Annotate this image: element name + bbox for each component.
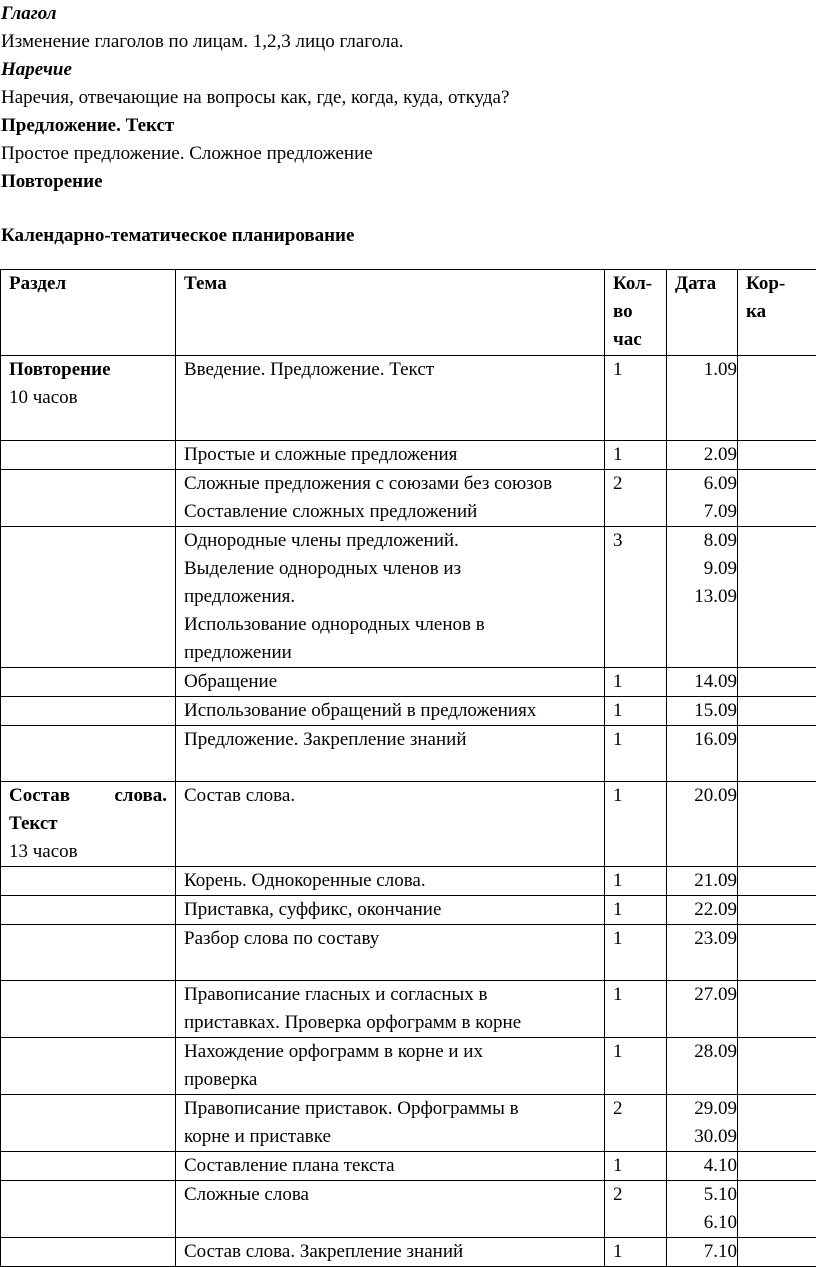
- topic-cell: [176, 981, 605, 1038]
- hours-cell: 1: [605, 668, 667, 697]
- section-cell-empty: [1, 925, 176, 981]
- topic-cell: [176, 726, 605, 782]
- date-cell: [667, 896, 738, 925]
- table-row: [1, 470, 816, 527]
- correction-cell: [738, 1095, 816, 1152]
- date-cell: [667, 527, 738, 668]
- topic-cell: [176, 782, 605, 867]
- topic-line: Приставка, суффикс, окончание: [184, 896, 604, 924]
- section-cell-empty: [1, 527, 176, 668]
- date-cell: [667, 356, 738, 441]
- heading-verb: Глагол: [0, 0, 816, 28]
- hours-cell: 1: [605, 981, 667, 1038]
- date-value: 4.10: [675, 1152, 737, 1180]
- topic-line: предложении: [184, 639, 604, 667]
- table-row: [1, 356, 816, 441]
- date-value: 7.10: [675, 1238, 737, 1266]
- hours-cell: 1: [605, 925, 667, 981]
- section-name: Повторение: [9, 356, 175, 384]
- date-cell: [667, 668, 738, 697]
- hours-cell: 1: [605, 356, 667, 441]
- date-value: 29.09: [675, 1095, 737, 1123]
- section-cell-empty: [1, 867, 176, 896]
- topic-cell: [176, 356, 605, 441]
- correction-cell: [738, 1152, 816, 1181]
- table-row: [1, 1095, 816, 1152]
- topic-cell: [176, 527, 605, 668]
- topic-cell: [176, 470, 605, 527]
- topic-cell: [176, 1095, 605, 1152]
- date-value: 6.10: [675, 1209, 737, 1237]
- document-intro: [0, 0, 816, 250]
- thematic-plan-table: [0, 269, 816, 1267]
- hours-cell: 2: [605, 470, 667, 527]
- date-cell: [667, 1095, 738, 1152]
- date-value: 8.09: [675, 527, 737, 555]
- topic-line: Сложные слова: [184, 1181, 604, 1209]
- correction-cell: [738, 356, 816, 441]
- section-cell-empty: [1, 1152, 176, 1181]
- section-hours: 10 часов: [9, 384, 175, 412]
- section-cell-empty: [1, 470, 176, 527]
- date-value: 16.09: [675, 726, 737, 754]
- topic-line: Составление плана текста: [184, 1152, 604, 1180]
- table-row: [1, 981, 816, 1038]
- table-row: [1, 1038, 816, 1095]
- topic-cell: [176, 697, 605, 726]
- table-row: [1, 697, 816, 726]
- topic-line: Однородные члены предложений.: [184, 527, 604, 555]
- date-value: 30.09: [675, 1123, 737, 1151]
- correction-cell: [738, 470, 816, 527]
- topic-cell: [176, 925, 605, 981]
- topic-line: предложения.: [184, 583, 604, 611]
- date-cell: [667, 981, 738, 1038]
- hours-cell: 1: [605, 867, 667, 896]
- date-value: 6.09: [675, 470, 737, 498]
- topic-line: Обращение: [184, 668, 604, 696]
- section-cell-empty: [1, 441, 176, 470]
- plan-title: Календарно-тематическое планирование: [0, 222, 816, 250]
- table-row: [1, 1181, 816, 1238]
- topic-line: Нахождение орфограмм в корне и их: [184, 1038, 604, 1066]
- topic-cell: [176, 896, 605, 925]
- table-row: [1, 441, 816, 470]
- correction-cell: [738, 1238, 816, 1267]
- table-header-row: [1, 270, 816, 356]
- section-name-line: Текст: [9, 810, 175, 838]
- date-cell: [667, 782, 738, 867]
- section-cell-empty: [1, 1181, 176, 1238]
- topic-line: Разбор слова по составу: [184, 925, 604, 953]
- topic-line: Правописание гласных и согласных в: [184, 981, 604, 1009]
- topic-line: проверка: [184, 1066, 604, 1094]
- date-value: 7.09: [675, 498, 737, 526]
- date-value: 23.09: [675, 925, 737, 953]
- table-row: [1, 925, 816, 981]
- date-cell: [667, 470, 738, 527]
- text-sentence-topics: Простое предложение. Сложное предложение: [0, 140, 816, 168]
- topic-cell: [176, 441, 605, 470]
- header-correction: Кор- ка: [738, 270, 816, 356]
- date-cell: [667, 1181, 738, 1238]
- date-cell: [667, 1152, 738, 1181]
- hours-cell: 2: [605, 1181, 667, 1238]
- topic-line: корне и приставке: [184, 1123, 604, 1151]
- table-row: [1, 782, 816, 867]
- table-row: [1, 527, 816, 668]
- date-value: 20.09: [675, 782, 737, 810]
- date-cell: [667, 867, 738, 896]
- date-value: 15.09: [675, 697, 737, 725]
- date-value: 13.09: [675, 583, 737, 611]
- table-row: [1, 1152, 816, 1181]
- topic-line: Состав слова.: [184, 782, 604, 810]
- date-cell: [667, 1238, 738, 1267]
- topic-cell: [176, 1238, 605, 1267]
- correction-cell: [738, 527, 816, 668]
- table-row: [1, 726, 816, 782]
- correction-cell: [738, 1038, 816, 1095]
- topic-cell: [176, 668, 605, 697]
- date-value: 22.09: [675, 896, 737, 924]
- hours-cell: 1: [605, 697, 667, 726]
- table-row: [1, 668, 816, 697]
- heading-sentence-text: Предложение. Текст: [0, 112, 816, 140]
- correction-cell: [738, 668, 816, 697]
- section-cell-empty: [1, 668, 176, 697]
- section-cell: [1, 356, 176, 441]
- correction-cell: [738, 896, 816, 925]
- correction-cell: [738, 925, 816, 981]
- topic-line: Сложные предложения с союзами без союзов: [184, 470, 604, 498]
- topic-line: Составление сложных предложений: [184, 498, 604, 526]
- correction-cell: [738, 1181, 816, 1238]
- date-cell: [667, 726, 738, 782]
- topic-line: Использование обращений в предложениях: [184, 697, 604, 725]
- section-cell-empty: [1, 981, 176, 1038]
- topic-line: Корень. Однокоренные слова.: [184, 867, 604, 895]
- topic-line: Состав слова. Закрепление знаний: [184, 1238, 604, 1266]
- topic-line: Предложение. Закрепление знаний: [184, 726, 604, 754]
- section-cell-empty: [1, 1238, 176, 1267]
- topic-cell: [176, 1181, 605, 1238]
- topic-line: приставках. Проверка орфограмм в корне: [184, 1009, 604, 1037]
- hours-cell: 1: [605, 1152, 667, 1181]
- date-cell: [667, 697, 738, 726]
- topic-line: Правописание приставок. Орфограммы в: [184, 1095, 604, 1123]
- hours-cell: 1: [605, 726, 667, 782]
- correction-cell: [738, 782, 816, 867]
- topic-line: Выделение однородных членов из: [184, 555, 604, 583]
- date-value: 21.09: [675, 867, 737, 895]
- section-cell-empty: [1, 1095, 176, 1152]
- correction-cell: [738, 981, 816, 1038]
- hours-cell: 1: [605, 441, 667, 470]
- date-value: 28.09: [675, 1038, 737, 1066]
- hours-cell: 2: [605, 1095, 667, 1152]
- date-cell: [667, 1038, 738, 1095]
- table-row: [1, 867, 816, 896]
- hours-cell: 1: [605, 896, 667, 925]
- date-cell: [667, 441, 738, 470]
- topic-line: Простые и сложные предложения: [184, 441, 604, 469]
- date-value: 9.09: [675, 555, 737, 583]
- topic-cell: [176, 1152, 605, 1181]
- date-value: 14.09: [675, 668, 737, 696]
- correction-cell: [738, 726, 816, 782]
- date-value: 2.09: [675, 441, 737, 469]
- header-topic: Тема: [176, 270, 605, 356]
- hours-cell: 1: [605, 1238, 667, 1267]
- section-hours: 13 часов: [9, 838, 175, 866]
- date-cell: [667, 925, 738, 981]
- header-date: Дата: [667, 270, 738, 356]
- hours-cell: 1: [605, 1038, 667, 1095]
- table-row: [1, 896, 816, 925]
- date-value: 27.09: [675, 981, 737, 1009]
- date-value: 5.10: [675, 1181, 737, 1209]
- section-cell-empty: [1, 697, 176, 726]
- text-adverb-topics: Наречия, отвечающие на вопросы как, где, когда, куда, откуда?: [0, 84, 816, 112]
- heading-adverb: Наречие: [0, 56, 816, 84]
- topic-cell: [176, 1038, 605, 1095]
- section-name: Состав слова.: [9, 782, 175, 810]
- heading-review: Повторение: [0, 168, 816, 196]
- hours-cell: 1: [605, 782, 667, 867]
- header-hours: Кол- во час: [605, 270, 667, 356]
- hours-cell: 3: [605, 527, 667, 668]
- correction-cell: [738, 867, 816, 896]
- date-value: 1.09: [675, 356, 737, 384]
- correction-cell: [738, 697, 816, 726]
- topic-line: Введение. Предложение. Текст: [184, 356, 604, 384]
- section-cell: [1, 782, 176, 867]
- topic-line: Использование однородных членов в: [184, 611, 604, 639]
- topic-cell: [176, 867, 605, 896]
- correction-cell: [738, 441, 816, 470]
- header-section: Раздел: [1, 270, 176, 356]
- text-verb-topics: Изменение глаголов по лицам. 1,2,3 лицо глагола.: [0, 28, 816, 56]
- section-cell-empty: [1, 896, 176, 925]
- table-row: [1, 1238, 816, 1267]
- section-cell-empty: [1, 1038, 176, 1095]
- section-cell-empty: [1, 726, 176, 782]
